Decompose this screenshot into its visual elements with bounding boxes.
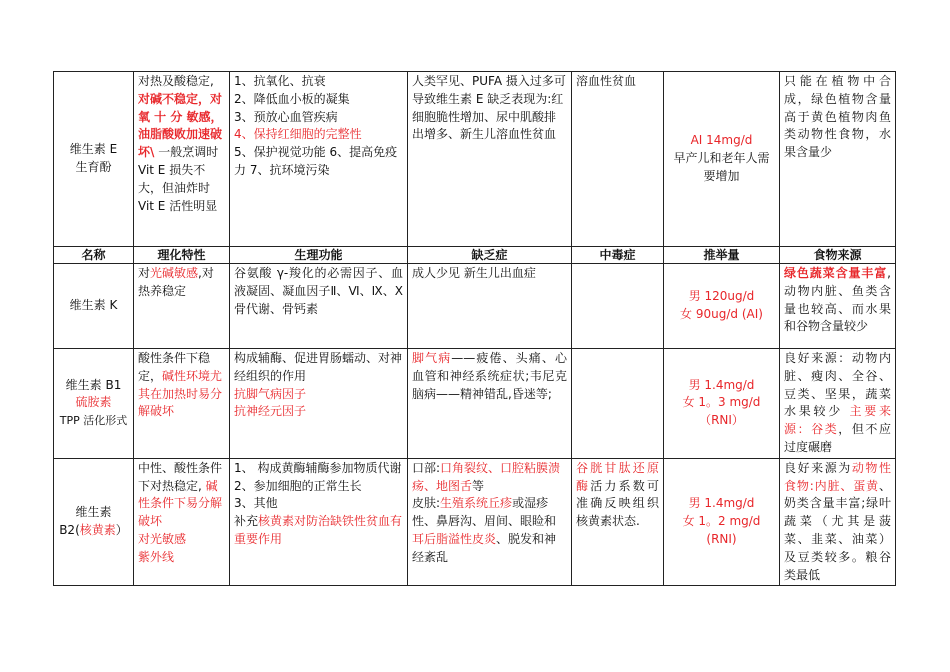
table-row-vitamin-b1: [54, 349, 896, 459]
vit-e-rec-1: AI 14mg/d: [690, 133, 753, 148]
vit-e-alias: 生育酚: [75, 160, 112, 174]
vit-b2-name-c: ）: [115, 523, 128, 538]
table-header-row: [54, 247, 896, 264]
vit-e-food-cell: [780, 72, 896, 247]
vit-e-func-2: 2、降低血小板的凝集: [234, 91, 350, 106]
vit-k-rec-2: 女 90ug/d (AI): [680, 307, 763, 321]
vit-e-deficiency-cell: [408, 72, 572, 247]
table-row-vitamin-e: [54, 72, 896, 247]
vit-b1-food-cell: [780, 349, 896, 459]
vit-k-deficiency: 成人少见 新生儿出血症: [412, 266, 536, 280]
vit-b2-rec-cell: [664, 458, 780, 586]
vit-k-func-cell: [230, 264, 408, 349]
vit-k-props-a: 对: [138, 266, 151, 280]
vitamin-table: [53, 71, 896, 586]
vit-b2-def-f: 或湿疹性、鼻唇沟、眉间、眼睑和: [412, 496, 557, 529]
vit-b2-func-cell: [230, 458, 408, 586]
table-row-vitamin-b2: [54, 458, 896, 586]
table-row-vitamin-k: [54, 264, 896, 349]
vit-b2-poisoning-b: 活力系数可准确反映组织核黄素状态.: [576, 478, 659, 529]
vit-b2-name-b: B2(: [59, 523, 80, 538]
vit-b2-def-h: 、脱发和神经紊乱: [412, 531, 557, 564]
vit-e-poisoning-cell: [572, 72, 664, 247]
vit-k-props-cell: [134, 264, 230, 349]
vit-k-poisoning-cell: [572, 264, 664, 349]
vit-b2-poisoning-a: 谷胱甘肽还原酶: [576, 460, 659, 493]
vit-e-func-4: 4、保持红细胞的完整性: [234, 127, 362, 142]
vit-b1-func-b: 抗脚气病因子: [234, 386, 307, 401]
vit-b1-deficiency-a: 脚气病: [412, 351, 452, 365]
vit-b1-name-cell: [54, 349, 134, 459]
vit-e-props-3: 一般烹调时 Vit E 损失不大，但油炸时 Vit E 活性明显: [138, 145, 219, 213]
vit-b2-def-c: 等: [472, 478, 485, 493]
vit-b1-form: TPP 活化形式: [59, 414, 128, 428]
vit-b2-rec-2: 女 1。2 mg/d (RNI): [682, 514, 761, 546]
vit-b2-def-g: 耳后脂溢性皮炎: [412, 531, 497, 546]
vit-b1-poisoning-cell: [572, 349, 664, 459]
header-props: 理化特性: [134, 247, 230, 264]
vit-b1-props-a: 酸性条件下稳定，: [138, 351, 211, 383]
vit-e-props-cell: [134, 72, 230, 247]
vit-k-name: 维生素 K: [69, 298, 118, 313]
vit-b2-func-a: 1、 构成黄酶辅酶参加物质代谢: [234, 460, 402, 475]
vit-b2-rec-1: 男 1.4mg/d: [688, 496, 755, 511]
vit-e-deficiency: 人类罕见、PUFA 摄入过多可导致维生素 E 缺乏表现为:红细胞脆性增加、尿中肌酸排出增多、新生儿溶血性贫血: [412, 74, 566, 142]
vit-k-func: 谷氨酸 γ-羧化的必需因子、血液凝固、凝血因子Ⅱ、Ⅵ、Ⅸ、Ⅹ 骨代谢、骨钙素: [234, 266, 403, 316]
vit-b2-food-a: 良好来源为: [784, 460, 852, 475]
header-poisoning: 中毒症: [572, 247, 664, 264]
vit-b2-func-e: 核黄素对防治缺铁性贫血有重要作用: [234, 514, 403, 546]
vit-b2-props-d: 紫外线: [138, 549, 175, 564]
vit-e-func-cell: [230, 72, 408, 247]
vit-b1-rec-2: 女 1。3 mg/d: [682, 395, 761, 410]
vit-b2-poisoning-cell: [572, 458, 664, 586]
vit-b2-def-a: 口部:: [412, 460, 441, 475]
vit-e-food: 只能在植物中合成，绿色植物含量高于黄色植物肉鱼类动物性食物，水果含量少: [784, 74, 891, 160]
header-name: 名称: [54, 247, 134, 264]
vit-e-rec-cell: [664, 72, 780, 247]
vit-k-rec-1: 男 120ug/d: [688, 289, 755, 304]
vit-e-poisoning: 溶血性贫血: [576, 74, 637, 88]
vit-e-func-5: 5、保护视觉功能 6、提高免疫力 7、抗环境污染: [234, 145, 398, 177]
vit-b2-props-b: 碱性条件下易分解破坏: [138, 478, 223, 529]
vit-e-rec-2: 早产儿和老年人需要增加: [673, 151, 770, 183]
vit-b2-props-c: 对光敏感: [138, 531, 187, 546]
vit-b1-name: 维生素 B1: [65, 377, 122, 392]
header-food: 食物来源: [780, 247, 896, 264]
vit-b2-def-b: 口角裂纹、口腔粘膜溃疡、地图舌: [412, 460, 561, 493]
vit-b1-func-a: 构成辅酶、促进胃肠蠕动、对神经组织的作用: [234, 351, 403, 383]
header-recommended: 推举量: [664, 247, 780, 264]
vit-k-deficiency-cell: [408, 264, 572, 349]
vit-b2-props-a: 中性、酸性条件下对热稳定,: [138, 460, 223, 493]
vit-b2-func-b: 2、参加细胞的正常生长: [234, 478, 362, 493]
vit-b2-func-c: 3、其他: [234, 496, 278, 511]
vit-b2-func-d: 补充: [234, 514, 259, 529]
vit-b2-props-cell: [134, 458, 230, 586]
vit-e-name: 维生素 E: [69, 142, 118, 157]
vit-b1-props-cell: [134, 349, 230, 459]
vit-b1-rec-3: （RNI）: [699, 413, 744, 428]
vit-b2-def-e: 生殖系统丘疹: [440, 496, 513, 511]
vit-b1-props-b: 碱性环境尤其在加热时易分解破坏: [138, 368, 223, 419]
vit-b2-food-b: 动物性食物:内脏、蛋黄: [784, 460, 891, 493]
vit-k-props-c: ,对热养稳定: [138, 266, 214, 298]
vit-k-food-b: ,动物内脏、鱼类含量也较高、而水果和谷物含量较少: [784, 266, 891, 334]
vit-e-props-1: 对热及酸稳定,: [138, 74, 214, 88]
vit-b2-alias: 核黄素: [79, 523, 116, 538]
vit-k-food-cell: [780, 264, 896, 349]
vit-b1-food-a: 良好来源：动物内脏、瘦肉、全谷、豆类、坚果，蔬菜水果较少: [784, 351, 891, 419]
vit-b2-food-cell: [780, 458, 896, 586]
vit-k-props-b: 光碱敏感: [150, 266, 199, 280]
vit-e-func-3: 3、预放心血管疾病: [234, 109, 338, 124]
vit-b1-func-cell: [230, 349, 408, 459]
vit-b2-deficiency-cell: [408, 458, 572, 586]
vit-b1-deficiency-cell: [408, 349, 572, 459]
vit-b2-name-cell: [54, 458, 134, 586]
vit-b2-def-d: 皮肤:: [412, 496, 441, 511]
vit-e-props-2: 对碱不稳定，对 氧 十 分 敏感，油脂酸败加速破坏\: [138, 91, 223, 160]
header-deficiency: 缺乏症: [408, 247, 572, 264]
vit-b1-food-c: ，但不应过度碾磨: [784, 422, 891, 454]
vit-b2-name: 维生素: [75, 505, 112, 520]
vit-e-func-1: 1、抗氧化、抗衰: [234, 74, 326, 88]
vit-b1-func-c: 抗神经元因子: [234, 404, 307, 419]
vit-b1-rec-cell: [664, 349, 780, 459]
vit-k-rec-cell: [664, 264, 780, 349]
vit-b2-food-c: 、奶类含量丰富;绿叶蔬菜（尤其是菠菜、韭菜、油菜）及豆类较多。粮谷类最低: [784, 478, 891, 582]
vit-b1-deficiency-b: ——疲倦、头痛、心血管和神经系统症状;韦尼克脑病——精神错乱,昏迷等;: [412, 351, 567, 401]
vit-b1-food-b: 主要来源：谷类: [784, 404, 891, 437]
vit-k-food-a: 绿色蔬菜含量丰富: [784, 266, 888, 280]
vit-b1-rec-1: 男 1.4mg/d: [688, 377, 755, 392]
header-function: 生理功能: [230, 247, 408, 264]
vit-e-name-cell: [54, 72, 134, 247]
vit-k-name-cell: [54, 264, 134, 349]
vit-b1-alias: 硫胺素: [75, 395, 112, 410]
